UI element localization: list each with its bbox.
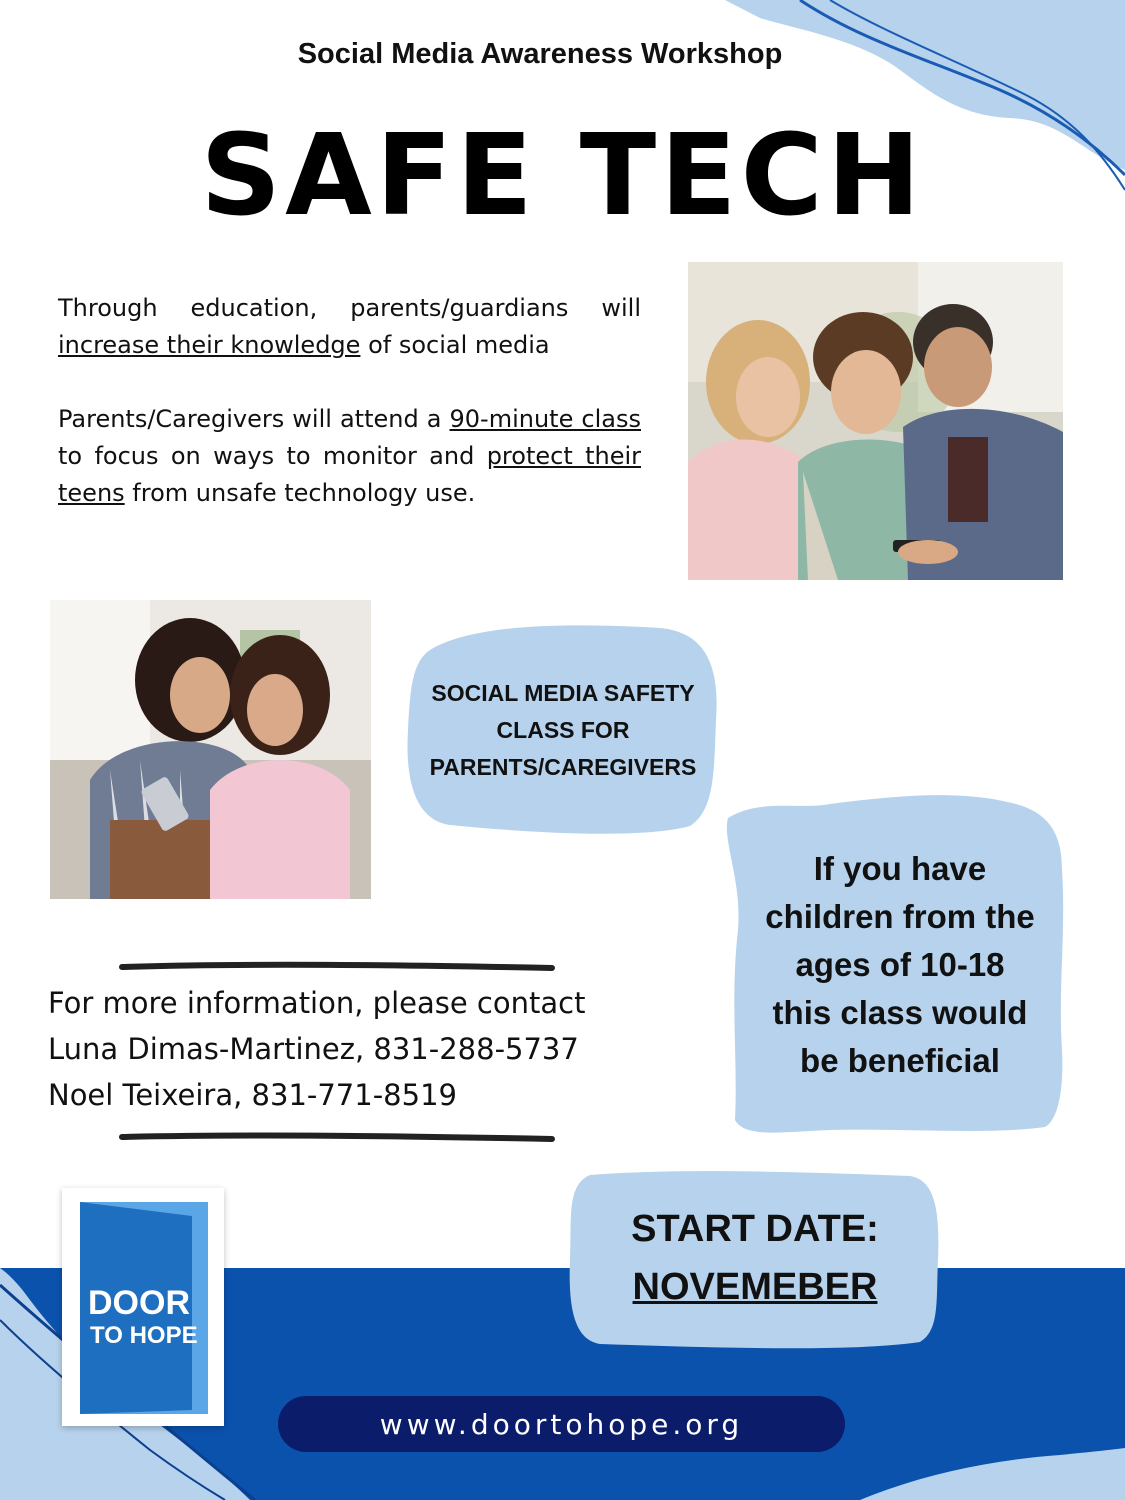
website-link[interactable] [278,1396,845,1452]
mother-daughter-photo [50,600,371,899]
contact-noel: Noel Teixeira, 831-771-8519 [48,1078,457,1112]
start-date-label: START DATE: [631,1208,879,1250]
class-length-highlight: 90-minute class [449,405,641,433]
protect-highlight: protect their teens [58,442,641,507]
class-badge-text: SOCIAL MEDIA SAFETY CLASS FOR PARENTS/CAREGIVERS [429,679,697,780]
ages-note: If you have children from the ages of 10-18 this class would be beneficial [765,850,1035,1079]
intro-text [58,290,641,549]
contact-luna: Luna Dimas-Martinez, 831-288-5737 [48,1032,579,1066]
start-date [570,1200,940,1316]
logo-text-door: DOOR [88,1284,190,1322]
intro-paragraph-1: Through education, parents/guardians will increase their knowledge of social media [58,294,641,359]
intro-paragraph-2: Parents/Caregivers will attend a 90-minute class to focus on ways to monitor and protect their teens from unsafe technology use. [58,405,641,507]
start-date-month: NOVEMEBER [632,1266,878,1308]
class-badge [408,628,718,832]
workshop-subtitle: Social Media Awareness Workshop [297,38,783,70]
family-photo [688,262,1063,580]
contact-intro: For more information, please contact [48,986,586,1020]
contact-info [48,980,688,1118]
website-url[interactable]: www.doortohope.org [379,1407,744,1441]
page-title: SAFE TECH [200,111,925,241]
knowledge-highlight: increase their knowledge [58,331,361,359]
logo-text-to-hope: TO HOPE [90,1322,198,1349]
